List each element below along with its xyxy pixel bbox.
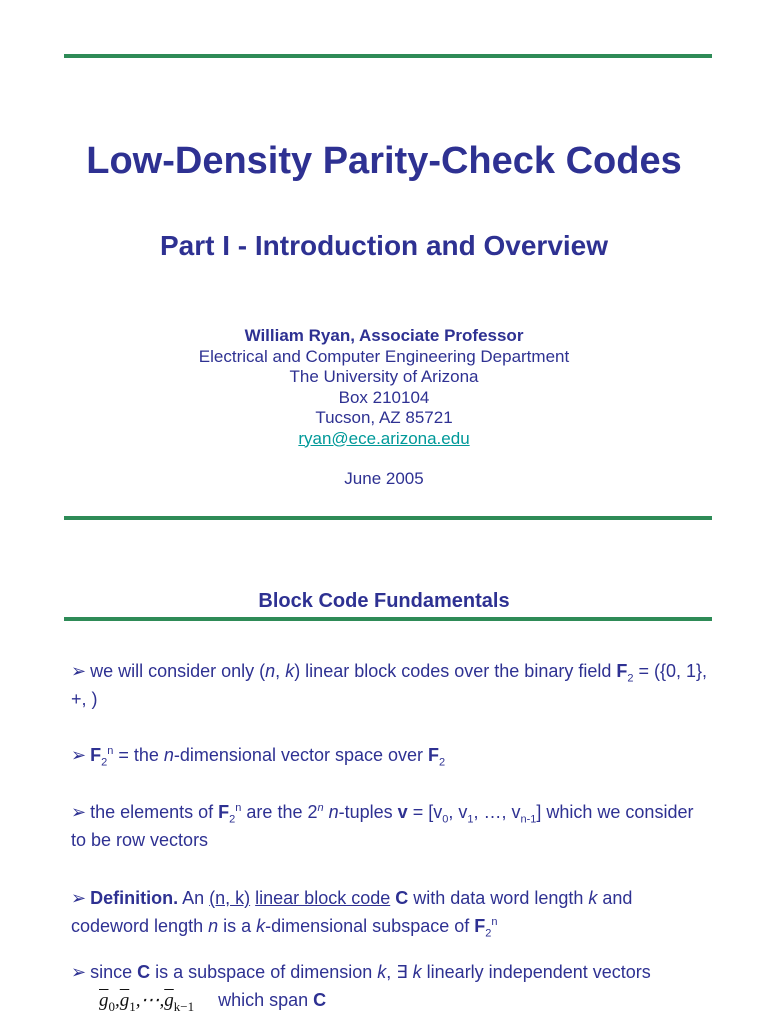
text: the elements of <box>90 802 219 822</box>
term-linear-block-code: linear block code <box>255 888 391 908</box>
g-vector: $\overline{g}$ <box>164 990 174 1011</box>
vector-v: v <box>397 802 408 822</box>
text: is a <box>218 916 257 936</box>
text: , ∃ <box>386 962 413 982</box>
code-C: C <box>137 962 151 982</box>
text: = ({0, 1}, +, ) <box>71 661 708 709</box>
superscript: n <box>491 916 498 928</box>
subscript: 2 <box>229 813 236 826</box>
text: ] which we consider to be row vectors <box>71 802 694 850</box>
subscript: 1 <box>467 813 474 826</box>
text: is a subspace of dimension <box>150 962 378 982</box>
divider-rule <box>64 516 712 520</box>
generator-vectors <box>99 990 195 1014</box>
bullet-arrow-icon: ➢ <box>71 962 87 982</box>
definition-label: Definition. <box>90 888 179 908</box>
postal-box: Box 210104 <box>338 387 430 407</box>
bullet-elements <box>71 798 711 854</box>
subscript: 2 <box>101 756 108 769</box>
superscript: n <box>235 802 242 814</box>
var-n: n <box>208 916 219 936</box>
var-k: k <box>285 661 295 681</box>
var-k: k <box>377 962 387 982</box>
subscript: 1 <box>129 998 136 1014</box>
subscript: 2 <box>485 927 492 940</box>
bullet-arrow-icon: ➢ <box>71 745 87 765</box>
text: and codeword length <box>71 888 633 936</box>
university: The University of Arizona <box>289 367 479 386</box>
bullet-arrow-icon: ➢ <box>71 661 87 681</box>
text: , …, v <box>473 802 521 822</box>
var-n: n <box>265 661 276 681</box>
term-nk: (n, k) <box>209 888 251 908</box>
subscript: 0 <box>108 998 115 1014</box>
text: = [v <box>407 802 443 822</box>
bullet-span <box>71 958 711 1015</box>
bullet-definition <box>71 884 711 940</box>
text: ,⋯, <box>135 990 165 1011</box>
text: An <box>178 888 210 908</box>
author-info <box>0 326 768 490</box>
var-k: k <box>412 962 422 982</box>
g-vector: $\overline{g}$ <box>99 990 109 1011</box>
text: which span <box>218 990 314 1010</box>
subscript: 2 <box>627 672 634 685</box>
text: are the 2 <box>241 802 318 822</box>
department: Electrical and Computer Engineering Department <box>198 346 570 366</box>
slide-title: Low-Density Parity-Check Codes <box>86 140 682 182</box>
g-vector: $\overline{g}$ <box>119 990 130 1011</box>
city: Tucson, AZ 85721 <box>315 408 453 427</box>
text: ) linear block codes over the binary field <box>294 661 617 681</box>
field-F: F <box>90 745 102 765</box>
field-F: F <box>474 916 486 936</box>
email-link[interactable]: ryan@ece.arizona.edu <box>298 428 470 448</box>
text: , <box>275 661 286 681</box>
subscript: k−1 <box>173 998 195 1014</box>
superscript: n <box>107 745 114 757</box>
text: -tuples <box>338 802 398 822</box>
code-C: C <box>313 990 327 1010</box>
field-F: F <box>218 802 230 822</box>
bullet-binary-field <box>71 657 711 713</box>
text: -dimensional vector space over <box>173 745 429 765</box>
text: linearly independent vectors <box>421 962 651 982</box>
section-rule <box>64 617 712 621</box>
field-F: F <box>428 745 440 765</box>
text: with data word length <box>408 888 589 908</box>
text: since <box>90 962 138 982</box>
subscript: n-1 <box>520 813 537 826</box>
bullet-vector-space <box>71 741 711 769</box>
section-title: Block Code Fundamentals <box>258 590 510 612</box>
code-C: C <box>395 888 409 908</box>
slide-subtitle: Part I - Introduction and Overview <box>159 230 609 261</box>
top-rule <box>64 54 712 58</box>
var-k: k <box>256 916 266 936</box>
date: June 2005 <box>344 469 424 488</box>
bullet-arrow-icon: ➢ <box>71 888 87 908</box>
text: -dimensional subspace of <box>265 916 475 936</box>
text: = the <box>113 745 164 765</box>
superscript: n <box>317 802 324 814</box>
author-name: William Ryan, Associate Professor <box>244 326 524 345</box>
text: , <box>115 990 120 1011</box>
var-n: n <box>163 745 174 765</box>
field-F: F <box>616 661 628 681</box>
var-n: n <box>328 802 339 822</box>
subscript: 0 <box>442 813 449 826</box>
var-k: k <box>588 888 598 908</box>
text: , v <box>448 802 468 822</box>
bullet-arrow-icon: ➢ <box>71 802 87 822</box>
text: we will consider only ( <box>90 661 266 681</box>
subscript: 2 <box>439 756 446 769</box>
